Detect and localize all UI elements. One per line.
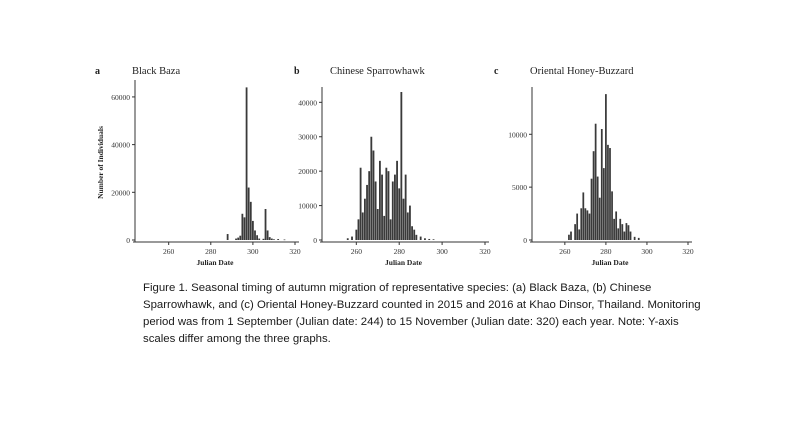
data-bar [609, 148, 611, 240]
data-bar [595, 124, 597, 240]
y-tick-label: 20000 [111, 188, 130, 198]
data-bar [394, 175, 396, 240]
y-tick-label: 60000 [111, 92, 130, 102]
data-bar [578, 229, 580, 240]
data-bar [634, 237, 636, 240]
data-bar [375, 181, 377, 240]
data-bar [582, 192, 584, 240]
y-tick-label: 0 [126, 236, 130, 245]
x-tick-label: 320 [479, 247, 491, 256]
data-bar [271, 239, 273, 240]
data-bar [411, 226, 413, 240]
data-bar [405, 175, 407, 240]
x-tick-label: 260 [163, 247, 175, 256]
y-tick-label: 0 [523, 236, 527, 245]
data-bar [385, 168, 387, 240]
x-tick-label: 280 [205, 247, 217, 256]
data-bar [373, 151, 375, 240]
y-tick-label: 40000 [111, 140, 130, 150]
data-bar [241, 214, 243, 240]
y-axis-label: Number of Individuals [96, 126, 105, 199]
chart-panel-b [294, 66, 491, 267]
data-bar [388, 171, 390, 240]
data-bar [615, 211, 617, 240]
data-bar [252, 221, 254, 240]
data-bar [584, 208, 586, 240]
data-bar [244, 217, 246, 240]
data-bar [355, 230, 357, 240]
y-tick-label: 5000 [512, 183, 527, 193]
data-bar [239, 236, 241, 240]
data-bar [364, 199, 366, 240]
data-bar [360, 168, 362, 240]
data-bar [601, 129, 603, 240]
data-bar [392, 181, 394, 240]
data-bar [396, 161, 398, 240]
panel-letter: a [95, 66, 100, 77]
data-bar [428, 239, 430, 240]
data-bar [420, 237, 422, 240]
data-bar [358, 219, 360, 240]
data-bar [366, 185, 368, 240]
data-bar [235, 239, 237, 240]
data-bar [383, 216, 385, 240]
data-bar [574, 224, 576, 240]
data-bar [368, 171, 370, 240]
data-bar [265, 209, 267, 240]
data-bar [599, 198, 601, 240]
data-bar [403, 199, 405, 240]
y-tick-label: 20000 [298, 167, 317, 177]
chart-panel-c [494, 66, 694, 267]
data-bar [621, 224, 623, 240]
data-bar [269, 237, 271, 240]
data-bar [256, 235, 258, 240]
x-tick-label: 260 [559, 247, 571, 256]
data-bar [277, 239, 279, 240]
data-bar [605, 94, 607, 240]
x-tick-label: 260 [350, 247, 362, 256]
data-bar [267, 230, 269, 240]
x-tick-label: 300 [247, 247, 259, 256]
data-bar [254, 230, 256, 240]
data-bar [370, 137, 372, 240]
data-bar [613, 219, 615, 240]
data-bar [570, 232, 572, 240]
panel-title: Chinese Sparrowhawk [330, 66, 425, 77]
data-bar [413, 230, 415, 240]
data-bar [587, 210, 589, 240]
data-bar [603, 168, 605, 240]
y-tick-label: 40000 [298, 98, 317, 108]
data-bar [400, 92, 402, 240]
data-bar [568, 235, 570, 240]
x-axis-label: Julian Date [591, 258, 629, 267]
data-bar [362, 212, 364, 240]
data-bar [593, 151, 595, 240]
data-bar [351, 237, 353, 240]
data-bar [273, 239, 275, 240]
x-tick-label: 280 [600, 247, 612, 256]
figure-caption: Figure 1. Seasonal timing of autumn migration of representative species: (a) Black Baza, (b) Chinese Sparrowhawk, and (c) Oriental Honey-Buzzard counted in 2015 and 2016 at Khao Dinsor, Thailand. Monitoring period was from 1 September (Julian date: 244) to 15 November (Julian date: 320) each year. Note: Y-axis scales differ among the three graphs. [143, 282, 701, 345]
data-bar [626, 223, 628, 240]
data-bar [597, 177, 599, 240]
data-bar [250, 202, 252, 240]
data-bar [227, 234, 229, 240]
y-tick-label: 10000 [508, 130, 527, 140]
data-bar [415, 235, 417, 240]
data-bar [347, 238, 349, 240]
data-bar [381, 175, 383, 240]
data-bar [390, 219, 392, 240]
data-bar [623, 232, 625, 240]
data-bar [591, 179, 593, 240]
data-bar [628, 225, 630, 240]
x-tick-label: 320 [289, 247, 301, 256]
y-tick-label: 0 [313, 236, 317, 245]
data-bar [589, 214, 591, 240]
data-bar [580, 208, 582, 240]
x-tick-label: 300 [436, 247, 448, 256]
data-bar [248, 188, 250, 240]
x-axis-label: Julian Date [196, 258, 234, 267]
chart-panel-a [95, 66, 301, 267]
data-bar [284, 240, 286, 241]
data-bar [638, 238, 640, 240]
panel-title: Oriental Honey-Buzzard [530, 66, 634, 77]
data-bar [630, 232, 632, 240]
data-bar [607, 145, 609, 240]
data-bar [263, 239, 265, 240]
data-bar [398, 188, 400, 240]
x-tick-label: 320 [682, 247, 694, 256]
data-bar [409, 206, 411, 240]
data-bar [576, 214, 578, 240]
data-bar [258, 239, 260, 240]
data-bar [619, 219, 621, 240]
data-bar [617, 228, 619, 240]
data-bar [377, 209, 379, 240]
data-bar [433, 239, 435, 240]
data-bar [407, 212, 409, 240]
data-bar [424, 238, 426, 240]
y-tick-label: 30000 [298, 132, 317, 142]
data-bar [379, 161, 381, 240]
data-bar [611, 191, 613, 240]
panel-letter: b [294, 66, 300, 77]
data-bar [246, 87, 248, 240]
panel-letter: c [494, 66, 499, 77]
y-tick-label: 10000 [298, 201, 317, 211]
data-bar [237, 238, 239, 240]
panel-title: Black Baza [132, 66, 181, 77]
x-tick-label: 280 [393, 247, 405, 256]
x-tick-label: 300 [641, 247, 653, 256]
x-axis-label: Julian Date [385, 258, 422, 267]
